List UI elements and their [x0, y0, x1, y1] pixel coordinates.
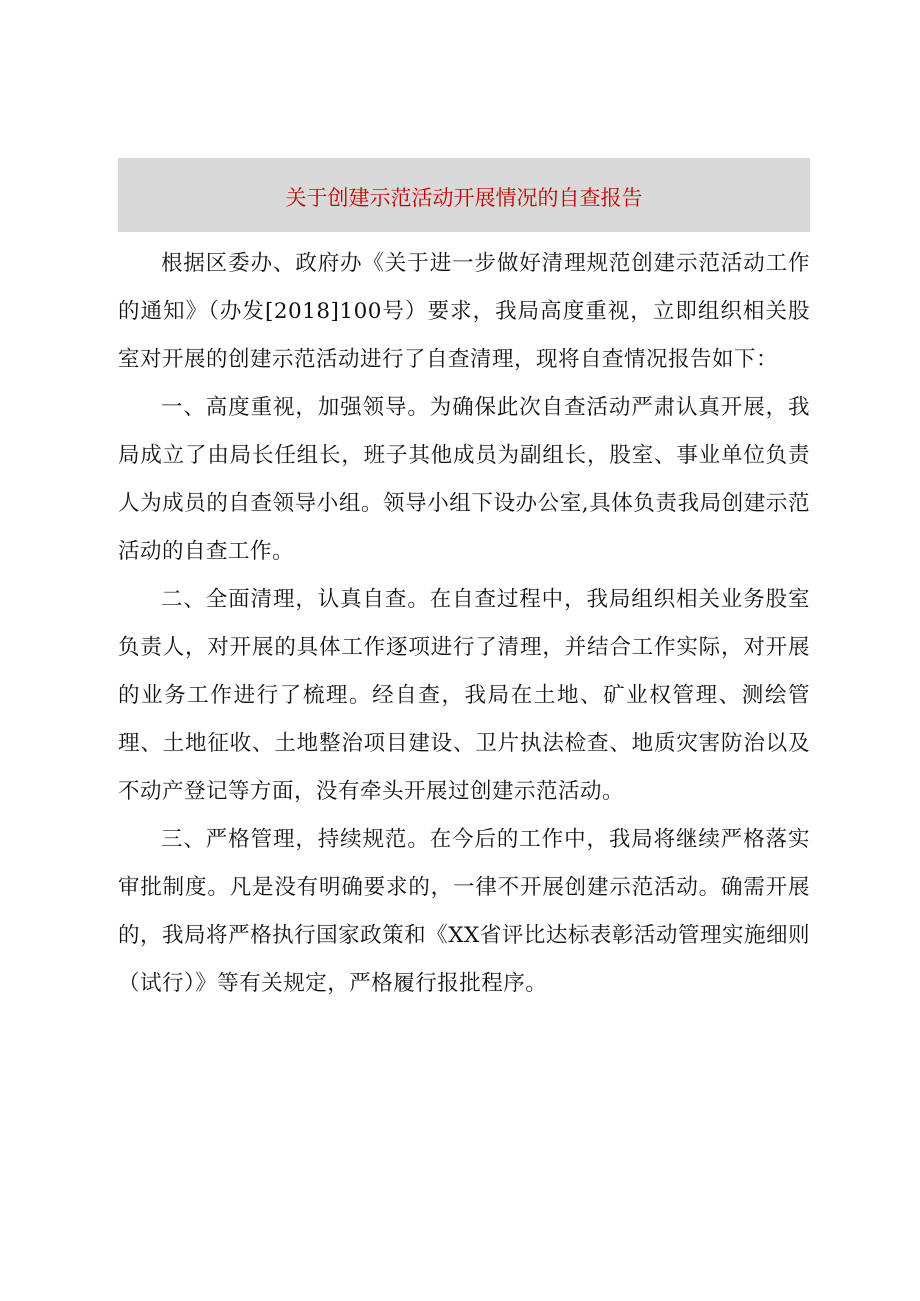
paragraph-section-one: 一、高度重视，加强领导。为确保此次自查活动严肃认真开展，我局成立了由局长任组长，班子其他成员为副组长，股室、事业单位负责人为成员的自查领导小组。领导小组下设办公室,具体负责我局创建示范活动的自查工作。	[118, 395, 810, 564]
paragraph-intro: 根据区委办、政府办《关于进一步做好清理规范创建示范活动工作的通知》（办发[2018]100号）要求，我局高度重视，立即组织相关股室对开展的创建示范活动进行了自查清理，现将自查情况报告如下：	[118, 251, 810, 372]
paragraph-section-three: 三、严格管理，持续规范。在今后的工作中，我局将继续严格落实审批制度。凡是没有明确要求的，一律不开展创建示范活动。确需开展的，我局将严格执行国家政策和《XX省评比达标表彰活动管理实施细则（试行）》等有关规定，严格履行报批程序。	[118, 827, 810, 996]
title-band	[118, 158, 810, 232]
document-title: 关于创建示范活动开展情况的自查报告	[285, 186, 643, 210]
document-body	[118, 240, 810, 1008]
paragraph-section-two: 二、全面清理，认真自查。在自查过程中，我局组织相关业务股室负责人，对开展的具体工作逐项进行了清理，并结合工作实际，对开展的业务工作进行了梳理。经自查，我局在土地、矿业权管理、测绘管理、土地征收、土地整治项目建设、卫片执法检查、地质灾害防治以及不动产登记等方面，没有牵头开展过创建示范活动。	[118, 587, 810, 804]
